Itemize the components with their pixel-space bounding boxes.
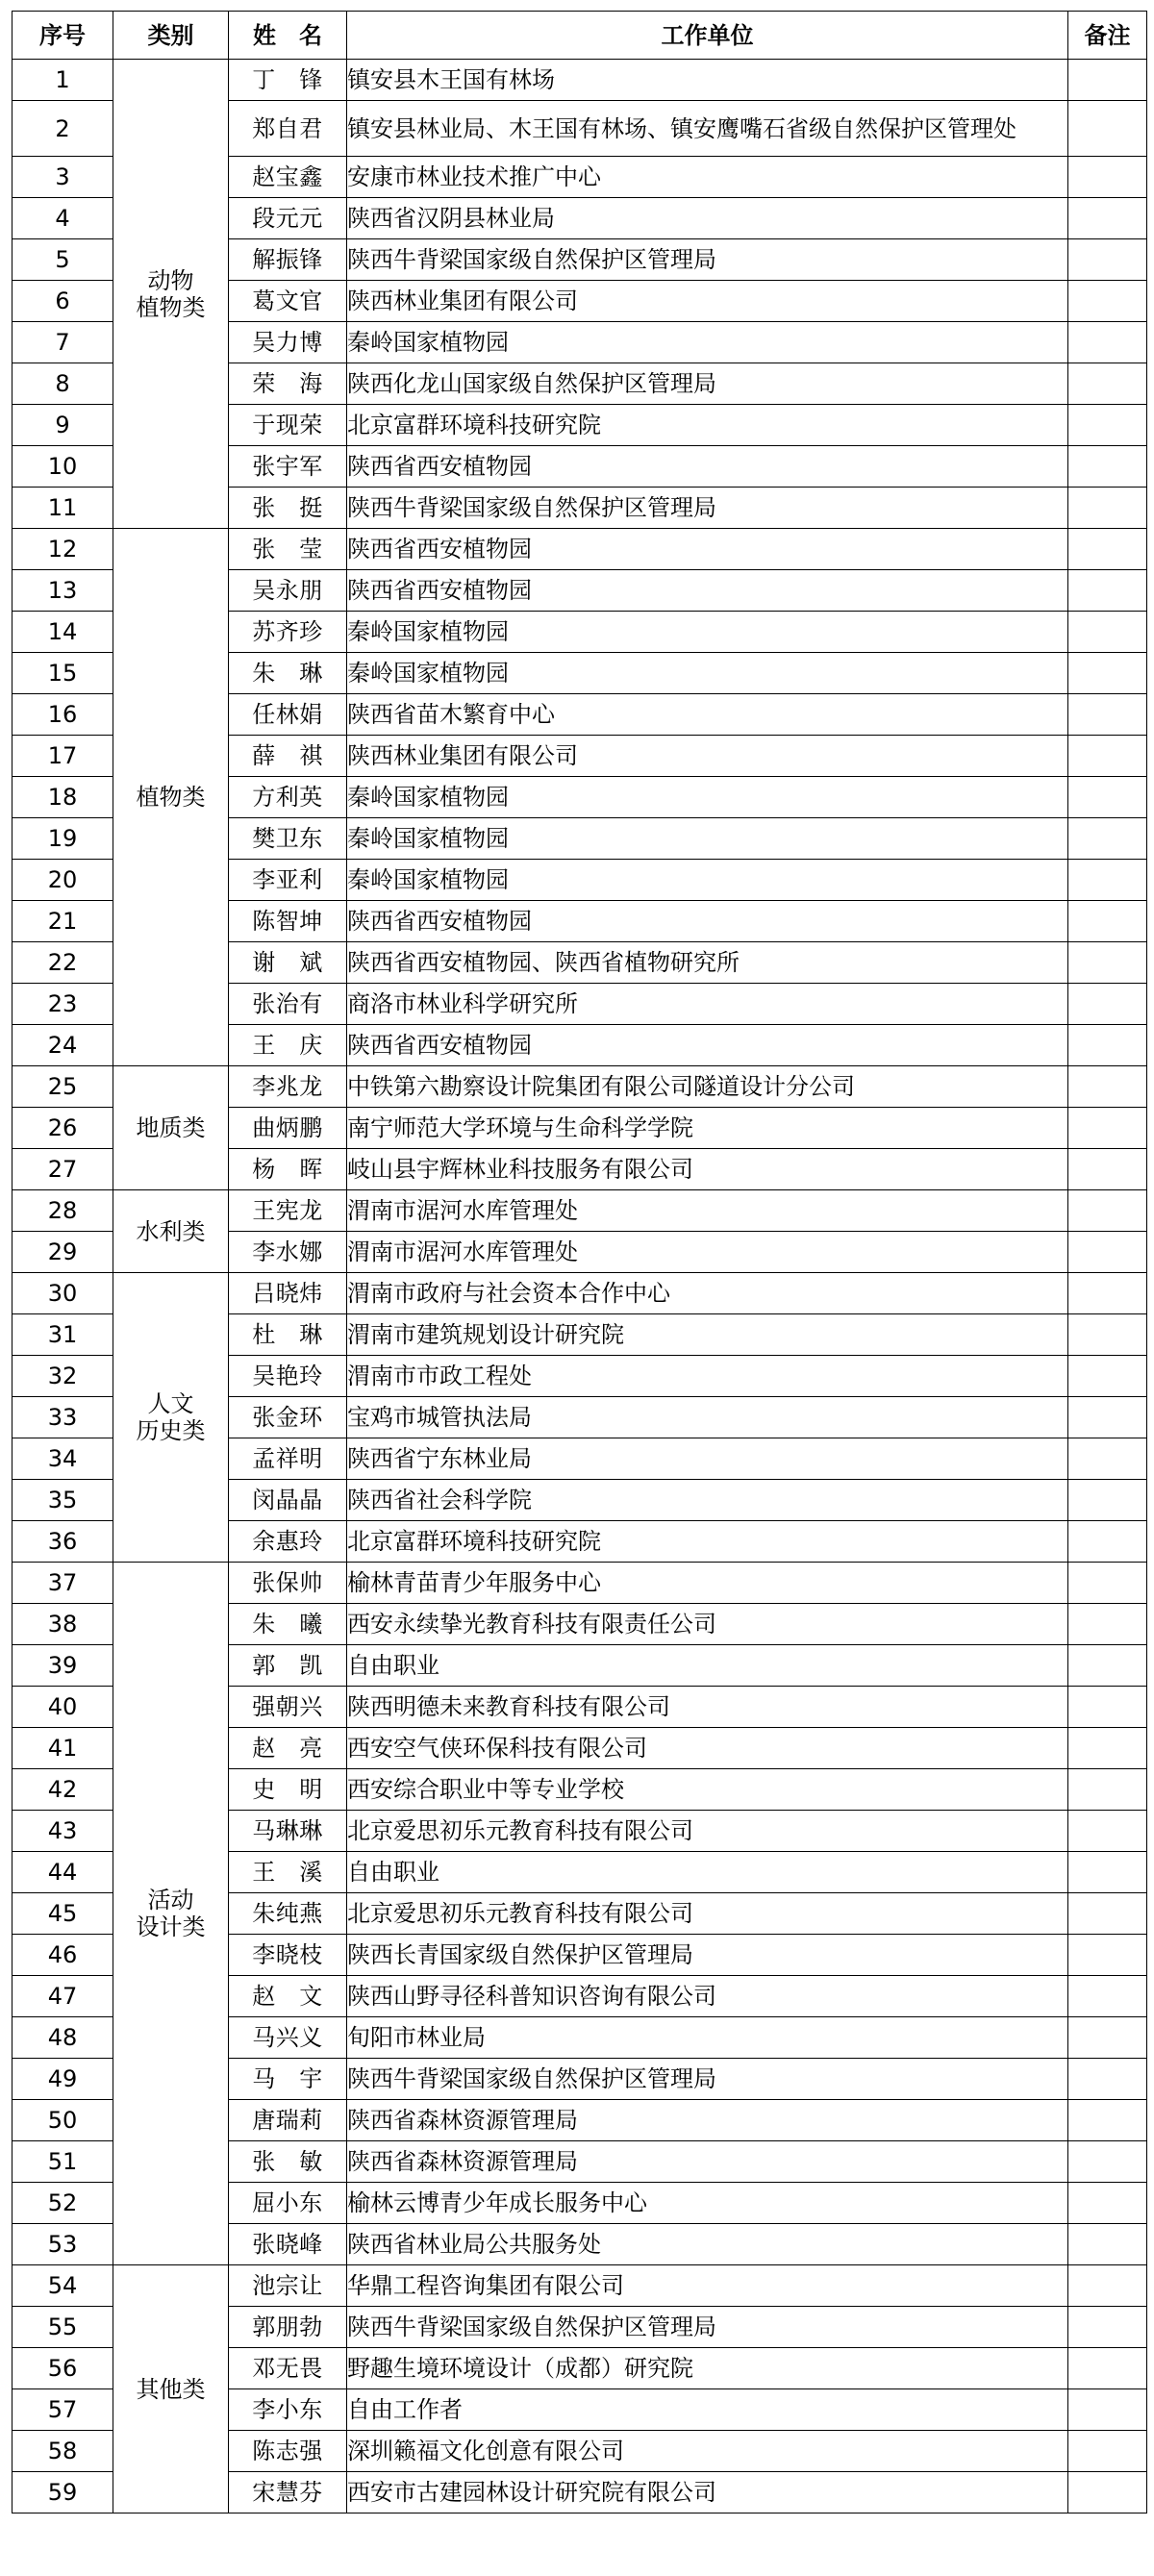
cell-seq: 5 [13,239,113,281]
cell-name: 郭朋勃 [229,2307,347,2348]
table-row [13,1066,1147,1108]
cell-note [1068,2224,1147,2265]
cell-unit: 陕西林业集团有限公司 [347,281,1068,322]
cell-unit: 秦岭国家植物园 [347,860,1068,901]
cell-note [1068,818,1147,860]
cell-seq: 40 [13,1687,113,1728]
cell-unit: 镇安县木王国有林场 [347,60,1068,101]
cell-seq: 25 [13,1066,113,1108]
cell-name: 杜 琳 [229,1314,347,1356]
cell-note [1068,446,1147,488]
cell-unit: 旬阳市林业局 [347,2017,1068,2059]
cell-seq: 15 [13,653,113,694]
cell-unit: 宝鸡市城管执法局 [347,1397,1068,1438]
cell-name: 葛文官 [229,281,347,322]
cell-name: 余惠玲 [229,1521,347,1563]
cell-name: 张保帅 [229,1563,347,1604]
cell-seq: 56 [13,2348,113,2389]
cell-unit: 南宁师范大学环境与生命科学学院 [347,1108,1068,1149]
cell-note [1068,2183,1147,2224]
cell-seq: 20 [13,860,113,901]
cell-category: 植物类 [113,529,229,1066]
cell-note [1068,405,1147,446]
cell-note [1068,2017,1147,2059]
cell-name: 邓无畏 [229,2348,347,2389]
cell-name: 孟祥明 [229,1438,347,1480]
cell-unit: 深圳籁福文化创意有限公司 [347,2431,1068,2472]
cell-name: 郭 凯 [229,1645,347,1687]
cell-name: 朱纯燕 [229,1893,347,1935]
cell-unit: 陕西牛背梁国家级自然保护区管理局 [347,488,1068,529]
cell-unit: 榆林云博青少年成长服务中心 [347,2183,1068,2224]
cell-seq: 44 [13,1852,113,1893]
cell-seq: 53 [13,2224,113,2265]
cell-name: 张金环 [229,1397,347,1438]
table-row [13,1563,1147,1604]
cell-seq: 47 [13,1976,113,2017]
cell-name: 李晓枝 [229,1935,347,1976]
cell-seq: 1 [13,60,113,101]
cell-unit: 西安综合职业中等专业学校 [347,1769,1068,1811]
cell-unit: 渭南市涺河水库管理处 [347,1190,1068,1232]
cell-seq: 28 [13,1190,113,1232]
cell-seq: 27 [13,1149,113,1190]
cell-note [1068,1604,1147,1645]
cell-unit: 秦岭国家植物园 [347,653,1068,694]
cell-unit: 渭南市市政工程处 [347,1356,1068,1397]
cell-seq: 58 [13,2431,113,2472]
cell-name: 曲炳鹏 [229,1108,347,1149]
cell-unit: 自由职业 [347,1645,1068,1687]
cell-unit: 陕西省林业局公共服务处 [347,2224,1068,2265]
cell-name: 苏齐珍 [229,612,347,653]
cell-seq: 59 [13,2472,113,2513]
cell-unit: 西安永续挚光教育科技有限责任公司 [347,1604,1068,1645]
table-header [13,12,1147,60]
cell-name: 赵 亮 [229,1728,347,1769]
cell-name: 屈小东 [229,2183,347,2224]
cell-seq: 41 [13,1728,113,1769]
cell-name: 吕晓炜 [229,1273,347,1314]
table-row [13,60,1147,101]
cell-note [1068,2100,1147,2141]
cell-note [1068,1811,1147,1852]
cell-unit: 西安市古建园林设计研究院有限公司 [347,2472,1068,2513]
table-row [13,1273,1147,1314]
cell-unit: 秦岭国家植物园 [347,322,1068,363]
cell-category: 地质类 [113,1066,229,1190]
cell-unit: 陕西省汉阴县林业局 [347,198,1068,239]
header-seq: 序号 [13,12,113,60]
cell-name: 池宗让 [229,2265,347,2307]
cell-note [1068,1728,1147,1769]
cell-note [1068,1852,1147,1893]
cell-unit: 陕西林业集团有限公司 [347,736,1068,777]
cell-unit: 榆林青苗青少年服务中心 [347,1563,1068,1604]
cell-category: 动物 植物类 [113,60,229,529]
cell-unit: 陕西省西安植物园 [347,1025,1068,1066]
cell-seq: 18 [13,777,113,818]
cell-note [1068,488,1147,529]
cell-unit: 野趣生境环境设计（成都）研究院 [347,2348,1068,2389]
cell-unit: 陕西省西安植物园、陕西省植物研究所 [347,942,1068,984]
header-note: 备注 [1068,12,1147,60]
cell-name: 史 明 [229,1769,347,1811]
cell-name: 李亚利 [229,860,347,901]
cell-name: 张 莹 [229,529,347,570]
cell-note [1068,1893,1147,1935]
cell-seq: 11 [13,488,113,529]
cell-note [1068,2389,1147,2431]
cell-unit: 北京富群环境科技研究院 [347,1521,1068,1563]
cell-name: 任林娟 [229,694,347,736]
cell-note [1068,1356,1147,1397]
cell-name: 闵晶晶 [229,1480,347,1521]
cell-seq: 9 [13,405,113,446]
cell-note [1068,1190,1147,1232]
cell-name: 吴永朋 [229,570,347,612]
cell-note [1068,1769,1147,1811]
cell-category: 活动 设计类 [113,1563,229,2265]
cell-name: 马兴义 [229,2017,347,2059]
cell-name: 李小东 [229,2389,347,2431]
cell-note [1068,2431,1147,2472]
cell-unit: 渭南市政府与社会资本合作中心 [347,1273,1068,1314]
cell-unit: 陕西牛背梁国家级自然保护区管理局 [347,2307,1068,2348]
cell-name: 段元元 [229,198,347,239]
cell-note [1068,612,1147,653]
cell-seq: 14 [13,612,113,653]
cell-unit: 陕西长青国家级自然保护区管理局 [347,1935,1068,1976]
cell-note [1068,1025,1147,1066]
cell-unit: 西安空气侠环保科技有限公司 [347,1728,1068,1769]
cell-note [1068,1273,1147,1314]
cell-note [1068,322,1147,363]
cell-name: 赵 文 [229,1976,347,2017]
cell-seq: 22 [13,942,113,984]
cell-seq: 39 [13,1645,113,1687]
cell-note [1068,101,1147,157]
cell-note [1068,1480,1147,1521]
table-row [13,2265,1147,2307]
cell-name: 马琳琳 [229,1811,347,1852]
cell-category: 人文 历史类 [113,1273,229,1563]
cell-name: 李兆龙 [229,1066,347,1108]
cell-note [1068,363,1147,405]
cell-seq: 23 [13,984,113,1025]
cell-unit: 陕西牛背梁国家级自然保护区管理局 [347,2059,1068,2100]
cell-note [1068,281,1147,322]
cell-unit: 陕西省西安植物园 [347,901,1068,942]
table-body [13,60,1147,2513]
cell-note [1068,1563,1147,1604]
cell-note [1068,2059,1147,2100]
cell-note [1068,2348,1147,2389]
cell-note [1068,1521,1147,1563]
cell-note [1068,570,1147,612]
cell-name: 赵宝鑫 [229,157,347,198]
cell-unit: 北京爱思初乐元教育科技有限公司 [347,1811,1068,1852]
cell-note [1068,1687,1147,1728]
cell-note [1068,1314,1147,1356]
cell-seq: 31 [13,1314,113,1356]
cell-note [1068,736,1147,777]
cell-seq: 17 [13,736,113,777]
cell-seq: 10 [13,446,113,488]
cell-seq: 54 [13,2265,113,2307]
cell-name: 郑自君 [229,101,347,157]
cell-unit: 陕西省西安植物园 [347,570,1068,612]
cell-name: 朱 曦 [229,1604,347,1645]
cell-name: 吴艳玲 [229,1356,347,1397]
cell-seq: 26 [13,1108,113,1149]
cell-seq: 55 [13,2307,113,2348]
cell-unit: 安康市林业技术推广中心 [347,157,1068,198]
cell-seq: 46 [13,1935,113,1976]
cell-unit: 中铁第六勘察设计院集团有限公司隧道设计分公司 [347,1066,1068,1108]
cell-note [1068,1935,1147,1976]
cell-category: 其他类 [113,2265,229,2513]
cell-seq: 4 [13,198,113,239]
cell-seq: 19 [13,818,113,860]
cell-seq: 16 [13,694,113,736]
cell-name: 强朝兴 [229,1687,347,1728]
cell-name: 解振锋 [229,239,347,281]
cell-name: 朱 琳 [229,653,347,694]
cell-note [1068,777,1147,818]
cell-name: 张治有 [229,984,347,1025]
cell-note [1068,860,1147,901]
cell-name: 吴力博 [229,322,347,363]
cell-unit: 渭南市建筑规划设计研究院 [347,1314,1068,1356]
cell-seq: 38 [13,1604,113,1645]
cell-seq: 29 [13,1232,113,1273]
cell-unit: 秦岭国家植物园 [347,777,1068,818]
cell-name: 张晓峰 [229,2224,347,2265]
cell-name: 于现荣 [229,405,347,446]
cell-seq: 57 [13,2389,113,2431]
cell-seq: 3 [13,157,113,198]
cell-seq: 49 [13,2059,113,2100]
cell-note [1068,1108,1147,1149]
cell-note [1068,901,1147,942]
cell-seq: 35 [13,1480,113,1521]
cell-unit: 陕西省森林资源管理局 [347,2100,1068,2141]
cell-name: 方利英 [229,777,347,818]
cell-note [1068,1397,1147,1438]
roster-table [12,11,1147,2513]
cell-note [1068,529,1147,570]
cell-name: 马 宇 [229,2059,347,2100]
table-row [13,529,1147,570]
cell-note [1068,984,1147,1025]
cell-seq: 52 [13,2183,113,2224]
cell-note [1068,2307,1147,2348]
cell-note [1068,942,1147,984]
header-name: 姓 名 [229,12,347,60]
cell-name: 李水娜 [229,1232,347,1273]
cell-name: 王宪龙 [229,1190,347,1232]
cell-name: 张宇军 [229,446,347,488]
cell-seq: 12 [13,529,113,570]
cell-name: 谢 斌 [229,942,347,984]
cell-name: 王 溪 [229,1852,347,1893]
cell-seq: 43 [13,1811,113,1852]
header-row [13,12,1147,60]
cell-unit: 华鼎工程咨询集团有限公司 [347,2265,1068,2307]
cell-name: 唐瑞莉 [229,2100,347,2141]
cell-unit: 陕西省苗木繁育中心 [347,694,1068,736]
cell-unit: 陕西省西安植物园 [347,446,1068,488]
cell-name: 荣 海 [229,363,347,405]
cell-seq: 45 [13,1893,113,1935]
cell-seq: 7 [13,322,113,363]
cell-unit: 北京爱思初乐元教育科技有限公司 [347,1893,1068,1935]
cell-unit: 陕西化龙山国家级自然保护区管理局 [347,363,1068,405]
cell-unit: 自由工作者 [347,2389,1068,2431]
cell-unit: 岐山县宇辉林业科技服务有限公司 [347,1149,1068,1190]
cell-note [1068,1438,1147,1480]
cell-note [1068,2472,1147,2513]
cell-name: 王 庆 [229,1025,347,1066]
cell-seq: 48 [13,2017,113,2059]
cell-note [1068,198,1147,239]
cell-name: 丁 锋 [229,60,347,101]
cell-unit: 陕西牛背梁国家级自然保护区管理局 [347,239,1068,281]
cell-name: 杨 晖 [229,1149,347,1190]
cell-seq: 8 [13,363,113,405]
cell-unit: 陕西省森林资源管理局 [347,2141,1068,2183]
cell-note [1068,239,1147,281]
cell-seq: 36 [13,1521,113,1563]
header-category: 类别 [113,12,229,60]
cell-seq: 33 [13,1397,113,1438]
cell-note [1068,1149,1147,1190]
cell-note [1068,1645,1147,1687]
cell-name: 张 挺 [229,488,347,529]
cell-note [1068,2141,1147,2183]
cell-note [1068,60,1147,101]
cell-note [1068,157,1147,198]
cell-unit: 镇安县林业局、木王国有林场、镇安鹰嘴石省级自然保护区管理处 [347,101,1068,157]
cell-note [1068,2265,1147,2307]
cell-seq: 32 [13,1356,113,1397]
cell-name: 宋慧芬 [229,2472,347,2513]
cell-name: 张 敏 [229,2141,347,2183]
cell-category: 水利类 [113,1190,229,1273]
cell-name: 薛 祺 [229,736,347,777]
roster-sheet [12,11,1147,2513]
cell-seq: 50 [13,2100,113,2141]
cell-unit: 陕西省宁东林业局 [347,1438,1068,1480]
table-row [13,1190,1147,1232]
cell-seq: 21 [13,901,113,942]
cell-unit: 秦岭国家植物园 [347,818,1068,860]
cell-unit: 陕西省西安植物园 [347,529,1068,570]
cell-unit: 陕西省社会科学院 [347,1480,1068,1521]
cell-note [1068,1066,1147,1108]
cell-unit: 北京富群环境科技研究院 [347,405,1068,446]
cell-name: 樊卫东 [229,818,347,860]
cell-seq: 51 [13,2141,113,2183]
cell-seq: 13 [13,570,113,612]
cell-unit: 商洛市林业科学研究所 [347,984,1068,1025]
cell-unit: 秦岭国家植物园 [347,612,1068,653]
cell-unit: 陕西山野寻径科普知识咨询有限公司 [347,1976,1068,2017]
cell-note [1068,653,1147,694]
cell-seq: 34 [13,1438,113,1480]
cell-unit: 陕西明德未来教育科技有限公司 [347,1687,1068,1728]
cell-unit: 自由职业 [347,1852,1068,1893]
cell-name: 陈志强 [229,2431,347,2472]
cell-seq: 2 [13,101,113,157]
header-unit: 工作单位 [347,12,1068,60]
cell-note [1068,694,1147,736]
cell-unit: 渭南市涺河水库管理处 [347,1232,1068,1273]
cell-seq: 30 [13,1273,113,1314]
cell-seq: 6 [13,281,113,322]
cell-seq: 37 [13,1563,113,1604]
cell-seq: 24 [13,1025,113,1066]
cell-note [1068,1976,1147,2017]
cell-note [1068,1232,1147,1273]
cell-seq: 42 [13,1769,113,1811]
cell-name: 陈智坤 [229,901,347,942]
